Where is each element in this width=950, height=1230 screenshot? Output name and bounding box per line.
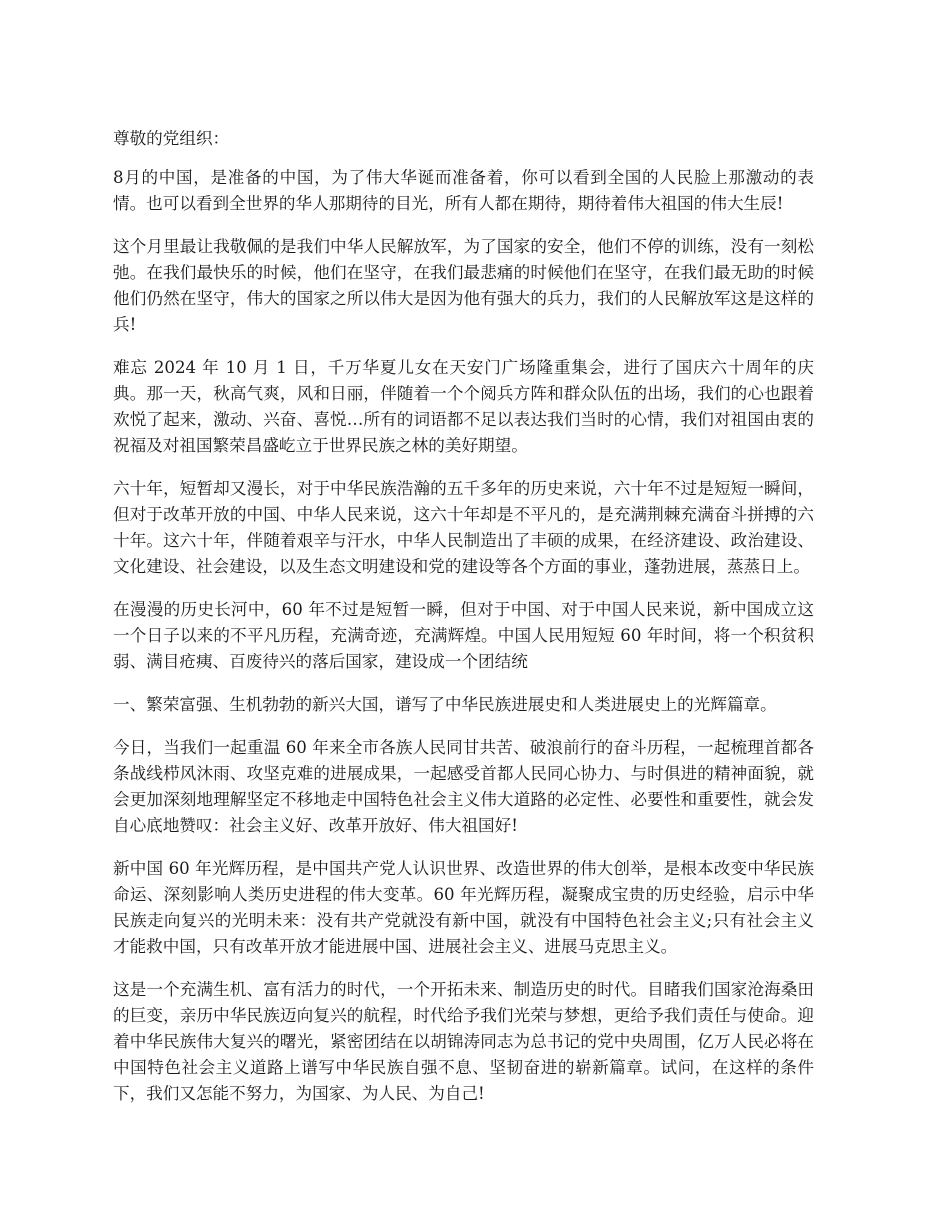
- paragraph-2: 这个月里最让我敬佩的是我们中华人民解放军，为了国家的安全，他们不停的训练，没有一刻松弛。在我们最快乐的时候，他们在坚守，在我们最悲痛的时候他们在坚守，在我们最无助的时候他们仍然在坚守，伟大的国家之所以伟大是因为他有强大的兵力，我们的人民解放军这是这样的兵!: [113, 237, 814, 334]
- paragraph-8: 新中国 60 年光辉历程，是中国共产党人认识世界、改造世界的伟大创举，是根本改变中华民族命运、深刻影响人类历史进程的伟大变革。60 年光辉历程，凝聚成宝贵的历史经验，启示中华民族走向复兴的光明未来：没有共产党就没有新中国，就没有中国特色社会主义;只有社会主义才能救中国，只有改革开放才能进展中国、进展社会主义、进展马克思主义。: [113, 859, 814, 956]
- paragraph-3: 难忘 2024 年 10 月 1 日，千万华夏儿女在天安门广场隆重集会，进行了国庆六十周年的庆典。那一天，秋高气爽，风和日丽，伴随着一个个阅兵方阵和群众队伍的出场，我们的心也跟着欢悦了起来，激动、兴奋、喜悦…所有的词语都不足以表达我们当时的心情，我们对祖国由衷的祝福及对祖国繁荣昌盛屹立于世界民族之林的美好期望。: [113, 358, 814, 455]
- paragraph-9: 这是一个充满生机、富有活力的时代，一个开拓未来、制造历史的时代。目睹我们国家沧海桑田的巨变，亲历中华民族迈向复兴的航程，时代给予我们光荣与梦想，更给予我们责任与使命。迎着中华民族伟大复兴的曙光，紧密团结在以胡锦涛同志为总书记的党中央周围，亿万人民必将在中国特色社会主义道路上谱写中华民族自强不息、坚韧奋进的崭新篇章。试问，在这样的条件下，我们又怎能不努力，为国家、为人民、为自己!: [113, 980, 814, 1103]
- salutation: 尊敬的党组织：: [113, 129, 230, 148]
- paragraph-4: 六十年，短暂却又漫长，对于中华民族浩瀚的五千多年的历史来说，六十年不过是短短一瞬间，但对于改革开放的中国、中华人民来说，这六十年却是不平凡的，是充满荆棘充满奋斗拼搏的六十年。这六十年，伴随着艰辛与汗水，中华人民制造出了丰硕的成果，在经济建设、政治建设、文化建设、社会建设，以及生态文明建设和党的建设等各个方面的事业，蓬勃进展，蒸蒸日上。: [113, 479, 814, 576]
- paragraph-1: 8月的中国，是准备的中国，为了伟大华诞而准备着，你可以看到全国的人民脸上那激动的表情。也可以看到全世界的华人那期待的目光，所有人都在期待，期待着伟大祖国的伟大生辰!: [113, 168, 814, 213]
- paragraph-6: 一、繁荣富强、生机勃勃的新兴大国，谱写了中华民族进展史和人类进展史上的光辉篇章。: [113, 695, 777, 714]
- paragraph-5: 在漫漫的历史长河中，60 年不过是短暂一瞬，但对于中国、对于中国人民来说，新中国成立这一个日子以来的不平凡历程，充满奇迹，充满辉煌。中国人民用短短 60 年时间，将一个积贫积弱、满目疮痍、百废待兴的落后国家，建设成一个团结统: [113, 600, 814, 671]
- paragraph-7: 今日，当我们一起重温 60 年来全市各族人民同甘共苦、破浪前行的奋斗历程，一起梳理首都各条战线栉风沐雨、攻坚克难的进展成果，一起感受首都人民同心协力、与时俱进的精神面貌，就会更加深刻地理解坚定不移地走中国特色社会主义伟大道路的必定性、必要性和重要性，就会发自心底地赞叹：社会主义好、改革开放好、伟大祖国好!: [113, 738, 814, 835]
